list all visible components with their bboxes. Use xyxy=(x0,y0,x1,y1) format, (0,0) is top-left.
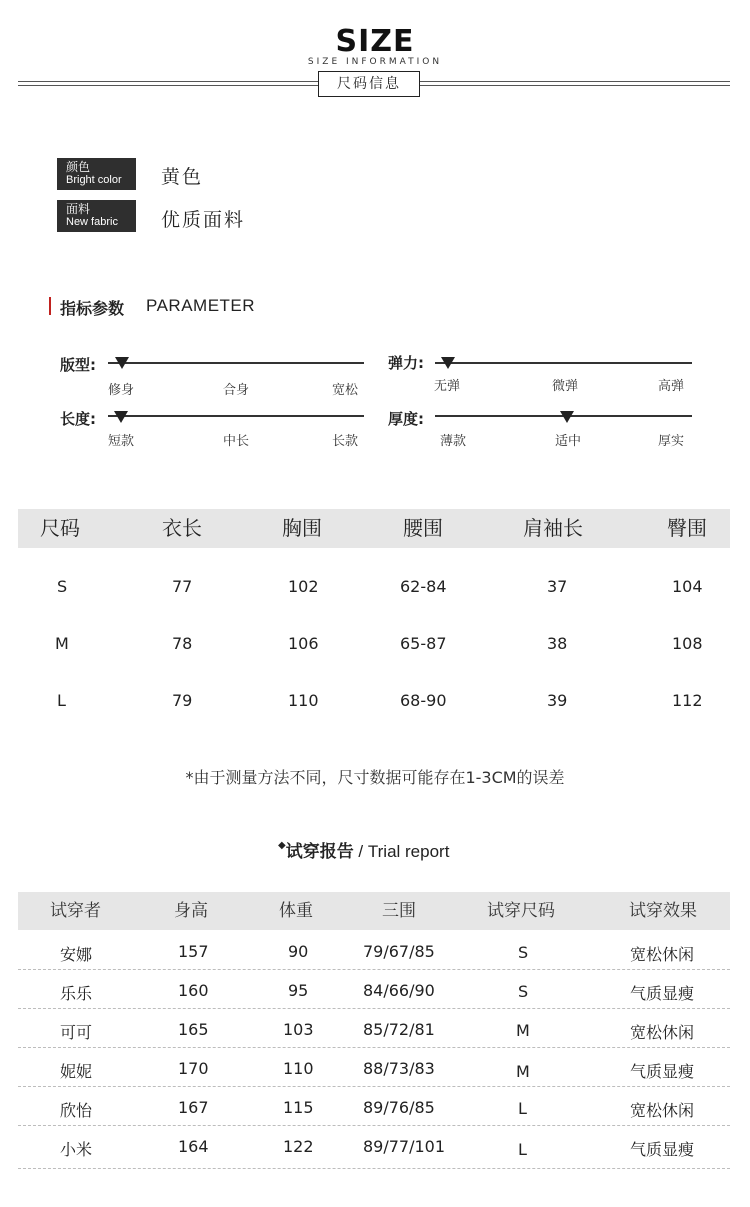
trial-row-divider xyxy=(18,1086,730,1087)
trial-row-1-name: 安娜 xyxy=(60,945,93,964)
trial-header-tester: 试穿者 xyxy=(50,901,101,921)
trial-row-5-measure: 89/76/85 xyxy=(363,1098,435,1117)
gauge-thickness-label: 厚度: xyxy=(388,410,424,428)
trial-row-2-weight: 95 xyxy=(288,981,309,1000)
size-table-header-bg xyxy=(18,509,730,548)
trial-row-6-measure: 89/77/101 xyxy=(363,1137,446,1156)
color-tag xyxy=(57,158,136,190)
gauge-stretch-tick-1: 无弹 xyxy=(434,379,461,394)
color-tag-cn: 颜色 xyxy=(66,160,91,174)
fabric-value: 优质面料 xyxy=(161,209,246,231)
trial-row-4-effect: 气质显瘦 xyxy=(630,1062,695,1081)
trial-row-1-measure: 79/67/85 xyxy=(363,942,435,961)
diamond-icon: ◆ xyxy=(278,840,286,851)
trial-row-3-measure: 85/72/81 xyxy=(363,1020,435,1039)
trial-row-1-weight: 90 xyxy=(288,942,309,961)
trial-row-6-name: 小米 xyxy=(60,1140,93,1159)
trial-row-3-effect: 宽松休闲 xyxy=(630,1023,695,1042)
size-row-s-size: S xyxy=(57,577,68,596)
parameter-accent-bar xyxy=(49,297,51,315)
trial-header-height: 身高 xyxy=(174,901,208,921)
trial-row-divider xyxy=(18,1008,730,1009)
trial-row-3-weight: 103 xyxy=(283,1020,314,1039)
trial-row-4-size: M xyxy=(516,1062,530,1081)
trial-row-6-weight: 122 xyxy=(283,1137,314,1156)
trial-row-2-name: 乐乐 xyxy=(60,984,93,1003)
measurement-note: *由于测量方法不同，尺寸数据可能存在1-3CM的误差 xyxy=(185,768,565,787)
gauge-length-tick-1: 短款 xyxy=(108,434,135,449)
trial-row-3-size: M xyxy=(516,1021,530,1040)
trial-row-5-weight: 115 xyxy=(283,1098,314,1117)
gauge-fit-marker xyxy=(115,357,129,369)
trial-table-header-bg xyxy=(18,892,730,930)
size-table-header-length: 衣长 xyxy=(162,516,202,540)
gauge-thickness-tick-1: 薄款 xyxy=(440,434,467,449)
gauge-stretch-marker xyxy=(441,357,455,369)
gauge-length-tick-3: 长款 xyxy=(332,434,359,449)
gauge-fit-line xyxy=(108,362,364,364)
trial-row-4-height: 170 xyxy=(178,1059,209,1078)
trial-row-3-height: 165 xyxy=(178,1020,209,1039)
trial-row-divider xyxy=(18,969,730,970)
size-row-m-sleeve: 38 xyxy=(547,634,568,653)
gauge-fit-tick-2: 合身 xyxy=(223,383,250,398)
size-row-m-hip: 108 xyxy=(672,634,703,653)
trial-row-2-effect: 气质显瘦 xyxy=(630,984,695,1003)
size-table-header-size: 尺码 xyxy=(40,516,80,540)
section-label-box: 尺码信息 xyxy=(318,71,420,97)
gauge-length-line xyxy=(108,415,364,417)
size-row-m-waist: 65-87 xyxy=(400,634,447,653)
gauge-thickness-marker xyxy=(560,411,574,423)
gauge-stretch-line xyxy=(435,362,692,364)
size-table-header-sleeve: 肩袖长 xyxy=(523,516,583,540)
trial-row-5-size: L xyxy=(518,1099,527,1118)
size-row-l-sleeve: 39 xyxy=(547,691,568,710)
gauge-thickness-tick-2: 适中 xyxy=(555,434,582,449)
size-row-m-bust: 106 xyxy=(288,634,319,653)
trial-row-divider xyxy=(18,1168,730,1169)
trial-row-1-size: S xyxy=(518,943,529,962)
trial-row-2-measure: 84/66/90 xyxy=(363,981,435,1000)
size-title: SIZE xyxy=(335,24,415,59)
trial-header-measurements: 三围 xyxy=(382,901,416,921)
color-value: 黄色 xyxy=(161,166,204,188)
fabric-tag-cn: 面料 xyxy=(66,202,91,216)
trial-title-en: / Trial report xyxy=(353,842,450,861)
trial-row-4-measure: 88/73/83 xyxy=(363,1059,435,1078)
gauge-fit-tick-1: 修身 xyxy=(108,383,135,398)
gauge-fit-tick-3: 宽松 xyxy=(332,383,359,398)
trial-row-3-name: 可可 xyxy=(60,1023,93,1042)
gauge-length-label: 长度: xyxy=(60,410,96,428)
gauge-stretch-tick-3: 高弹 xyxy=(658,379,685,394)
size-row-s-length: 77 xyxy=(172,577,193,596)
parameter-title-en: PARAMETER xyxy=(146,296,256,315)
size-row-m-size: M xyxy=(55,634,69,653)
trial-row-5-name: 欣怡 xyxy=(60,1101,93,1120)
size-row-l-waist: 68-90 xyxy=(400,691,447,710)
trial-row-6-size: L xyxy=(518,1140,527,1159)
trial-row-6-height: 164 xyxy=(178,1137,209,1156)
gauge-thickness-tick-3: 厚实 xyxy=(658,434,685,449)
size-table-header-bust: 胸围 xyxy=(282,516,322,540)
size-row-s-waist: 62-84 xyxy=(400,577,447,596)
fabric-tag-en: New fabric xyxy=(66,216,118,228)
trial-row-1-height: 157 xyxy=(178,942,209,961)
trial-header-effect: 试穿效果 xyxy=(629,901,697,921)
trial-row-2-size: S xyxy=(518,982,529,1001)
size-table-header-hip: 臀围 xyxy=(667,516,707,540)
color-tag-en: Bright color xyxy=(66,174,122,186)
size-row-s-hip: 104 xyxy=(672,577,703,596)
gauge-length-tick-2: 中长 xyxy=(223,434,250,449)
trial-report-title xyxy=(278,837,449,862)
trial-header-weight: 体重 xyxy=(279,901,313,921)
fabric-tag xyxy=(57,200,136,232)
gauge-stretch-label: 弹力: xyxy=(388,354,424,372)
size-row-s-bust: 102 xyxy=(288,577,319,596)
trial-row-5-height: 167 xyxy=(178,1098,209,1117)
size-row-m-length: 78 xyxy=(172,634,193,653)
trial-row-2-height: 160 xyxy=(178,981,209,1000)
trial-row-5-effect: 宽松休闲 xyxy=(630,1101,695,1120)
size-row-l-size: L xyxy=(57,691,66,710)
trial-row-4-weight: 110 xyxy=(283,1059,314,1078)
size-subtitle: SIZE INFORMATION xyxy=(307,57,443,67)
parameter-title-cn: 指标参数 xyxy=(60,299,125,318)
trial-header-size: 试穿尺码 xyxy=(487,901,555,921)
trial-row-divider xyxy=(18,1125,730,1126)
size-row-l-length: 79 xyxy=(172,691,193,710)
trial-row-6-effect: 气质显瘦 xyxy=(630,1140,695,1159)
size-row-l-bust: 110 xyxy=(288,691,319,710)
trial-title-cn: 试穿报告 xyxy=(285,842,354,862)
trial-row-4-name: 妮妮 xyxy=(60,1062,93,1081)
size-table-header-waist: 腰围 xyxy=(403,516,443,540)
gauge-length-marker xyxy=(114,411,128,423)
size-row-s-sleeve: 37 xyxy=(547,577,568,596)
gauge-stretch-tick-2: 微弹 xyxy=(552,379,579,394)
trial-row-divider xyxy=(18,1047,730,1048)
trial-row-1-effect: 宽松休闲 xyxy=(630,945,695,964)
size-row-l-hip: 112 xyxy=(672,691,703,710)
gauge-fit-label: 版型: xyxy=(60,356,96,374)
